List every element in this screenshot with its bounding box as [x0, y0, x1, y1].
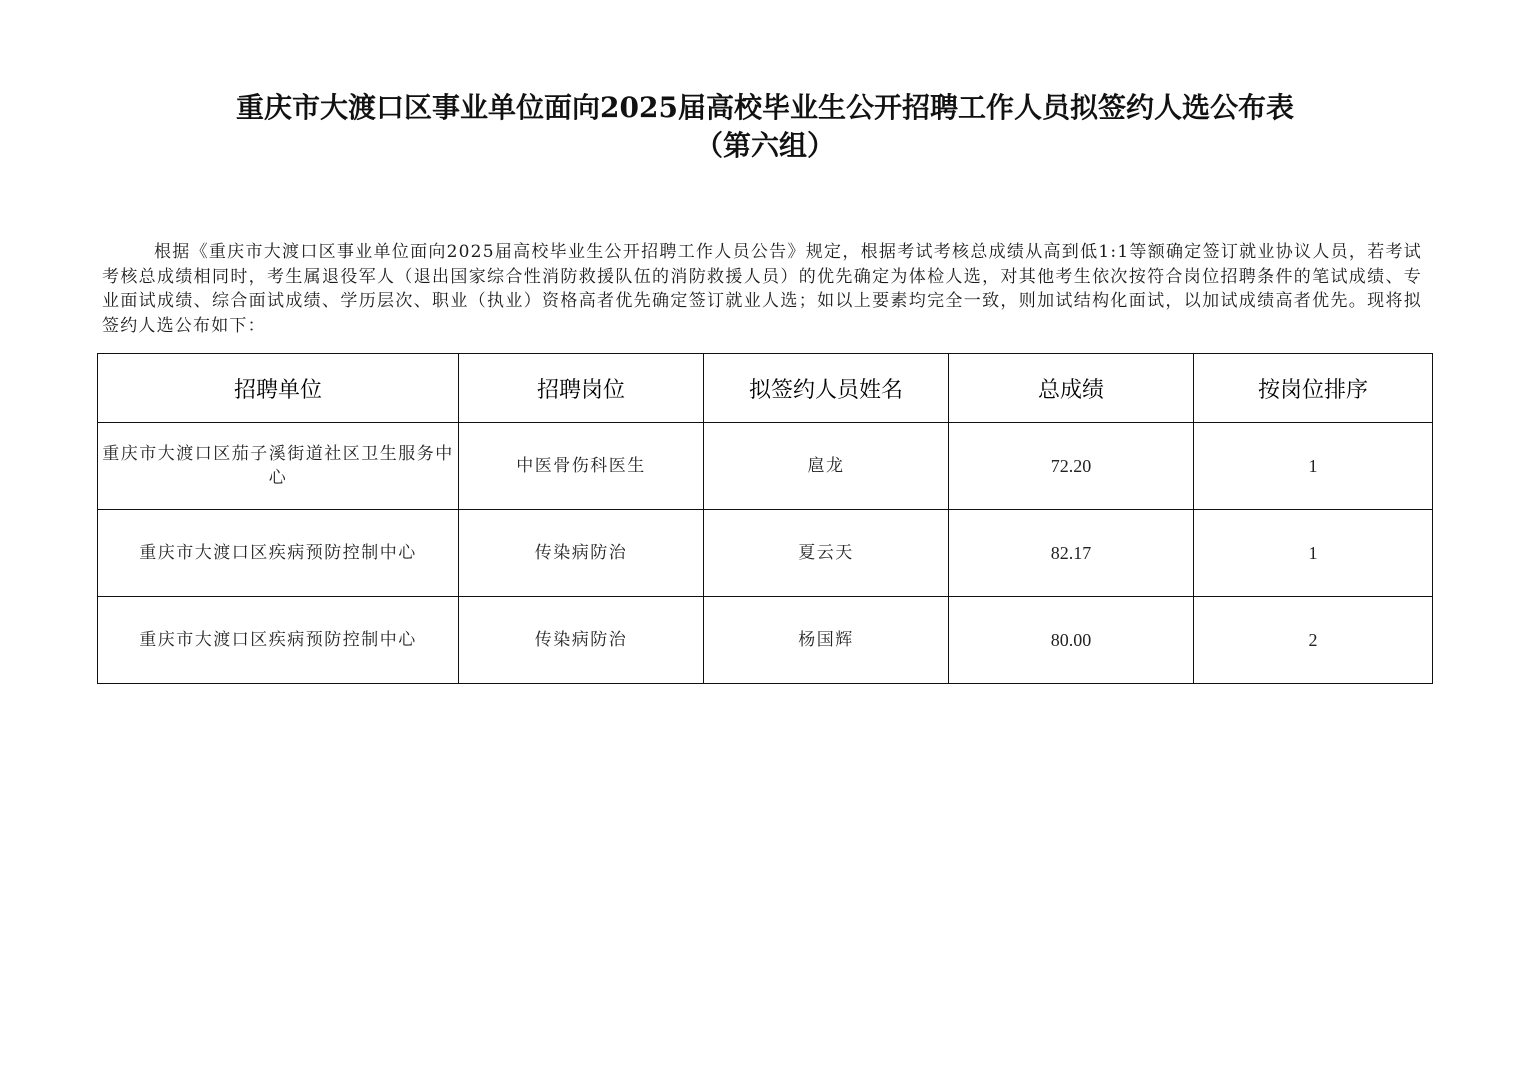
- cell-unit: 重庆市大渡口区茄子溪街道社区卫生服务中心: [98, 423, 459, 510]
- cell-name: 扈龙: [704, 423, 949, 510]
- header-position: 招聘岗位: [459, 354, 704, 423]
- header-total-score: 总成绩: [949, 354, 1194, 423]
- table-header-row: [98, 354, 1433, 423]
- header-rank: 按岗位排序: [1194, 354, 1433, 423]
- cell-rank: 1: [1194, 423, 1433, 510]
- cell-position: 中医骨伤科医生: [459, 423, 704, 510]
- cell-position: 传染病防治: [459, 510, 704, 597]
- cell-name: 杨国辉: [704, 597, 949, 684]
- cell-total-score: 82.17: [949, 510, 1194, 597]
- page-title: 重庆市大渡口区事业单位面向2025届高校毕业生公开招聘工作人员拟签约人选公布表: [236, 91, 1294, 124]
- table-row: [98, 597, 1433, 684]
- header-unit: 招聘单位: [98, 354, 459, 423]
- cell-total-score: 80.00: [949, 597, 1194, 684]
- table-row: [98, 423, 1433, 510]
- page-subtitle: （第六组）: [694, 129, 835, 162]
- cell-name: 夏云天: [704, 510, 949, 597]
- table-row: [98, 510, 1433, 597]
- cell-position: 传染病防治: [459, 597, 704, 684]
- cell-unit: 重庆市大渡口区疾病预防控制中心: [98, 597, 459, 684]
- cell-rank: 1: [1194, 510, 1433, 597]
- intro-paragraph: 根据《重庆市大渡口区事业单位面向2025届高校毕业生公开招聘工作人员公告》规定，根据考试考核总成绩从高到低1:1等额确定签订就业协议人员，若考试考核总成绩相同时，考生属退役军人（退出国家综合性消防救援队伍的消防救援人员）的优先确定为体检人选，对其他考生依次按符合岗位招聘条件的笔试成绩、专业面试成绩、综合面试成绩、学历层次、职业（执业）资格高者优先确定签订就业人选；如以上要素均完全一致，则加试结构化面试，以加试成绩高者优先。现将拟签约人选公布如下：: [102, 242, 1422, 336]
- cell-rank: 2: [1194, 597, 1433, 684]
- header-name: 拟签约人员姓名: [704, 354, 949, 423]
- candidate-table: [97, 353, 1433, 684]
- cell-unit: 重庆市大渡口区疾病预防控制中心: [98, 510, 459, 597]
- cell-total-score: 72.20: [949, 423, 1194, 510]
